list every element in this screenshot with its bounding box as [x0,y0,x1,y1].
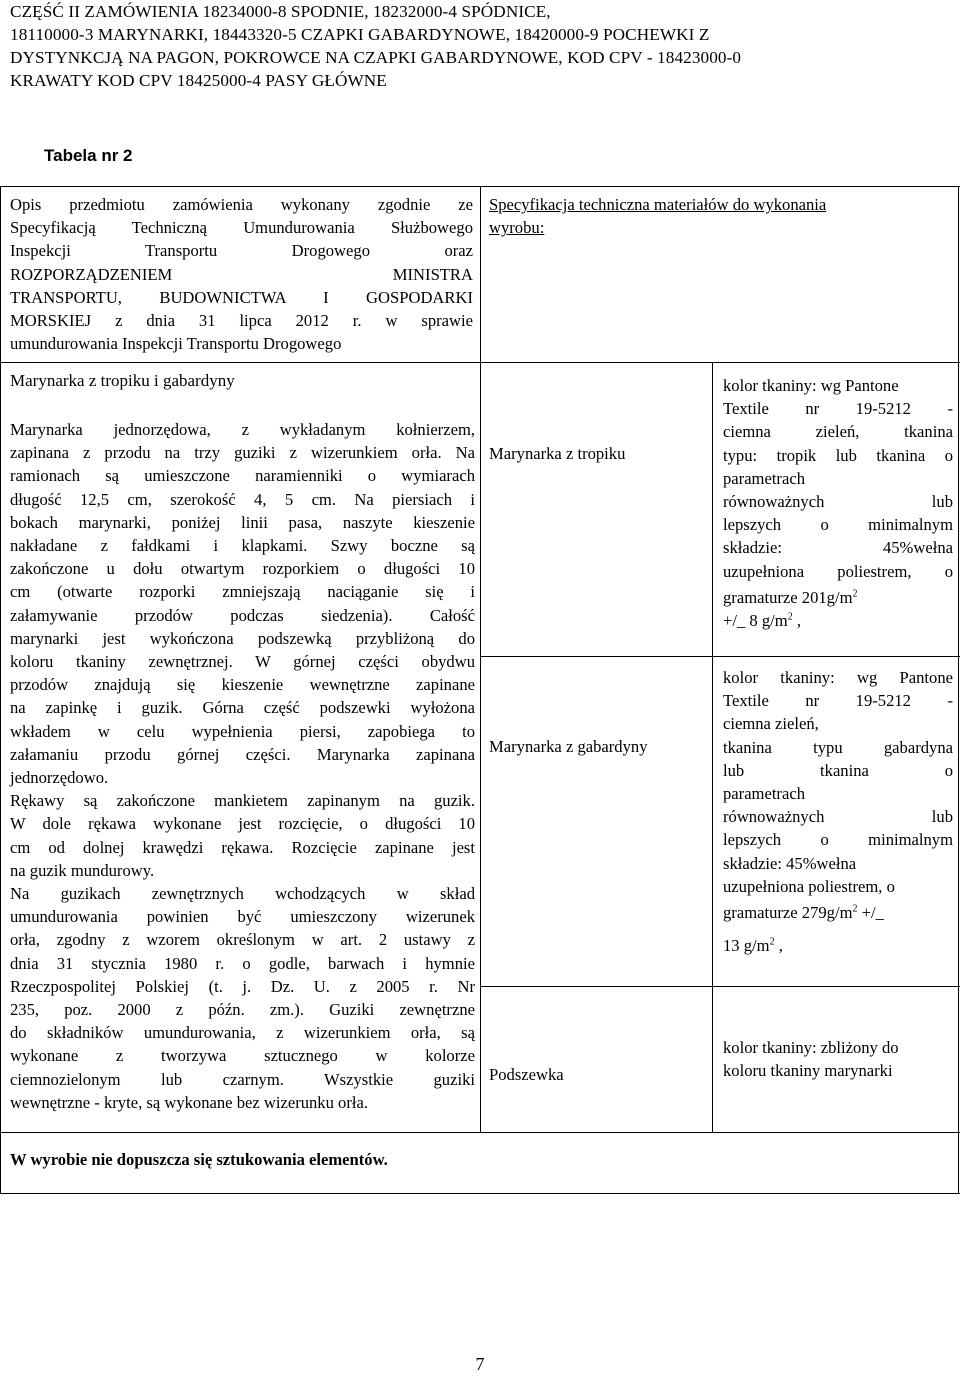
scope-line: Inspekcji Transportu Drogowego oraz [10,241,473,261]
column-divider-left [480,186,481,1132]
header-line: CZĘŚĆ II ZAMÓWIENIA 18234000-8 SPODNIE, 18232000-4 SPÓDNICE, [10,2,551,21]
header-line: 18110000-3 MARYNARKI, 18443320-5 CZAPKI GABARDYNOWE, 18420000-9 POCHEWKI Z [10,25,710,44]
description-line: 235, poz. 2000 z późn. zm.). Guziki zewnętrzne [10,1000,475,1020]
column-divider-mid [712,362,713,1132]
scope-line: ROZPORZĄDZENIEM MINISTRA [10,264,473,284]
spec-line: ciemna zieleń, [723,714,819,734]
material-name-gabardyna: Marynarka z gabardyny [489,737,648,756]
description-line: na guzik mundurowy. [10,860,155,880]
spec-line: lepszych o minimalnym [723,830,953,850]
description-line: dnia 31 stycznia 1980 r. o godle, barwach i hymnie [10,953,475,973]
description-line: do składników umundurowania, z wizerunkiem orła, są [10,1023,475,1043]
material-name-tropik: Marynarka z tropiku [489,444,626,463]
tolerance-value: 13 g/m [723,936,770,956]
description-line: załamywanie przodów podczas siedzenia). Całość [10,605,475,625]
spec-line: uzupełniona poliestrem, o [723,876,895,896]
description-line: bokach marynarki, poniżej linii pasa, naszyte kieszenie [10,512,475,532]
description-line: Na guzikach zewnętrznych wchodzących w skład [10,884,475,904]
tolerance-line [723,609,953,632]
description-line: wykonane z tworzywa sztucznego w kolorze [10,1046,475,1066]
tolerance-exponent: 2 [769,936,775,948]
scope-line: MORSKIEJ z dnia 31 lipca 2012 r. w sprawie [10,311,473,331]
material-spec-tropik [723,374,953,632]
section-title: Marynarka z tropiku i gabardyny [10,371,235,390]
tolerance-value: +/_ 8 g/m [723,611,788,631]
description-line: jednorzędowo. [10,768,109,788]
spec-line: lub tkanina o [723,760,953,780]
grammage-exponent: 2 [852,588,858,600]
spec-table [0,186,960,1194]
description-line: ramionach są umieszczone naramienniki o wymiarach [10,466,475,486]
header-line: DYSTYNKCJĄ NA PAGON, POKROWCE NA CZAPKI GABARDYNOWE, KOD CPV - 18423000-0 [10,48,742,67]
spec-line: parametrach [723,784,805,804]
tolerance-suffix: , [774,936,783,956]
description-line: ciemnozielonym lub czarnym. Wszystkie guziki [10,1069,475,1089]
description-line: cm (otwarte rozporki zmniejszają naciąganie się i [10,582,475,602]
spec-line: równoważnych lub [723,492,953,512]
jacket-description [10,418,475,1114]
material-name-podszewka: Podszewka [489,1065,564,1084]
tolerance-exponent: 2 [787,611,793,623]
tolerance-line [723,934,953,957]
description-line: koloru tkaniny zewnętrznej. W górnej części obydwu [10,652,475,672]
table-border-right [958,186,959,1194]
description-line: marynarki jest wykończona podszewką przybliżoną do [10,628,475,648]
scope-line: Opis przedmiotu zamówienia wykonany zgodnie ze [10,195,473,214]
description-line: Rękawy są zakończone mankietem zapinanym na guzik. [10,791,475,811]
description-line: na zapinkę i guzik. Górna część podszewki wyłożona [10,698,475,718]
grammage-line [723,901,953,924]
spec-header-line: wyrobu: [489,218,545,238]
grammage-line [723,586,953,609]
spec-line: Textile nr 19-5212 - [723,691,953,711]
description-line: Rzeczpospolitej Polskiej (t. j. Dz. U. z 2005 r. Nr [10,976,475,996]
spec-header [489,193,934,239]
description-line: wewnętrzne - kryte, są wykonane bez wizerunku orła. [10,1092,368,1112]
grammage-value: gramaturze 279g/m [723,903,853,923]
description-line: zakończone u dołu otwartym rozporkiem o długości 10 [10,559,475,579]
spec-line: ciemna zieleń, tkanina [723,422,953,442]
description-line: W dole rękawa wykonane jest rozcięcie, o długości 10 [10,814,475,834]
spec-line: równoważnych lub [723,807,953,827]
spec-line: parametrach [723,468,805,488]
description-line: Marynarka jednorzędowa, z wykładanym kołnierzem, [10,420,475,439]
spec-line: składzie: 45%wełna [723,538,953,558]
spec-line: typu: tropik lub tkanina o [723,445,953,465]
page-number: 7 [475,1354,485,1374]
table-border-left [0,186,1,1194]
row-divider-gabardyna [481,656,960,657]
spec-line: uzupełniona poliestrem, o [723,561,953,581]
description-line: orła, zgodny z wzorem określonym w art. 2 ustawy z [10,930,475,950]
tolerance-suffix: , [792,611,801,631]
row-divider-podszewka [481,986,960,987]
spec-line: kolor tkaniny: zbliżony do [723,1038,899,1057]
grammage-exponent: 2 [852,903,858,915]
table-title: Tabela nr 2 [44,146,133,165]
document-header [10,0,950,92]
spec-line: kolor tkaniny: wg Pantone [723,376,899,395]
table-border-bottom [0,1193,960,1194]
header-line: KRAWATY KOD CPV 18425000-4 PASY GŁÓWNE [10,71,387,90]
spec-line: lepszych o minimalnym [723,515,953,535]
spec-line: tkanina typu gabardyna [723,737,953,757]
grammage-suffix: +/_ [857,903,884,923]
spec-line: kolor tkaniny: wg Pantone [723,668,953,687]
spec-header-line: Specyfikacja techniczna materiałów do wykonania [489,195,827,214]
description-line: załamaniu przodu górnej części. Marynarka zapinana [10,744,475,764]
material-spec-gabardyna [723,666,953,957]
description-line: zapinana z przodu na trzy guziki z wizerunkiem orła. Na [10,443,475,463]
scope-line: Specyfikacją Techniczną Umundurowania Służbowego [10,218,473,238]
scope-description [10,193,473,355]
material-spec-podszewka [723,1036,953,1082]
row-divider-header [0,362,960,363]
spec-line: składzie: 45%wełna [723,853,857,873]
scope-line: umundurowania Inspekcji Transportu Drogowego [10,334,342,354]
spec-line: koloru tkaniny marynarki [723,1061,893,1081]
description-line: nakładane z fałdkami i klapkami. Szwy boczne są [10,536,475,556]
grammage-value: gramaturze 201g/m [723,587,853,607]
footnote: W wyrobie nie dopuszcza się sztukowania elementów. [10,1150,388,1169]
scope-line: TRANSPORTU, BUDOWNICTWA I GOSPODARKI [10,287,473,307]
description-line: cm od dolnej krawędzi rękawa. Rozcięcie zapinane jest [10,837,475,857]
description-line: długość 12,5 cm, szerokość 4, 5 cm. Na piersiach i [10,489,475,509]
spec-line: Textile nr 19-5212 - [723,399,953,419]
description-line: przodów znajdują się kieszenie wewnętrzne zapinane [10,675,475,695]
description-line: wkładem w celu wypełnienia piersi, zapobiega to [10,721,475,741]
description-line: umundurowania powinien być umieszczony wizerunek [10,907,475,927]
row-divider-footnote [0,1132,960,1133]
